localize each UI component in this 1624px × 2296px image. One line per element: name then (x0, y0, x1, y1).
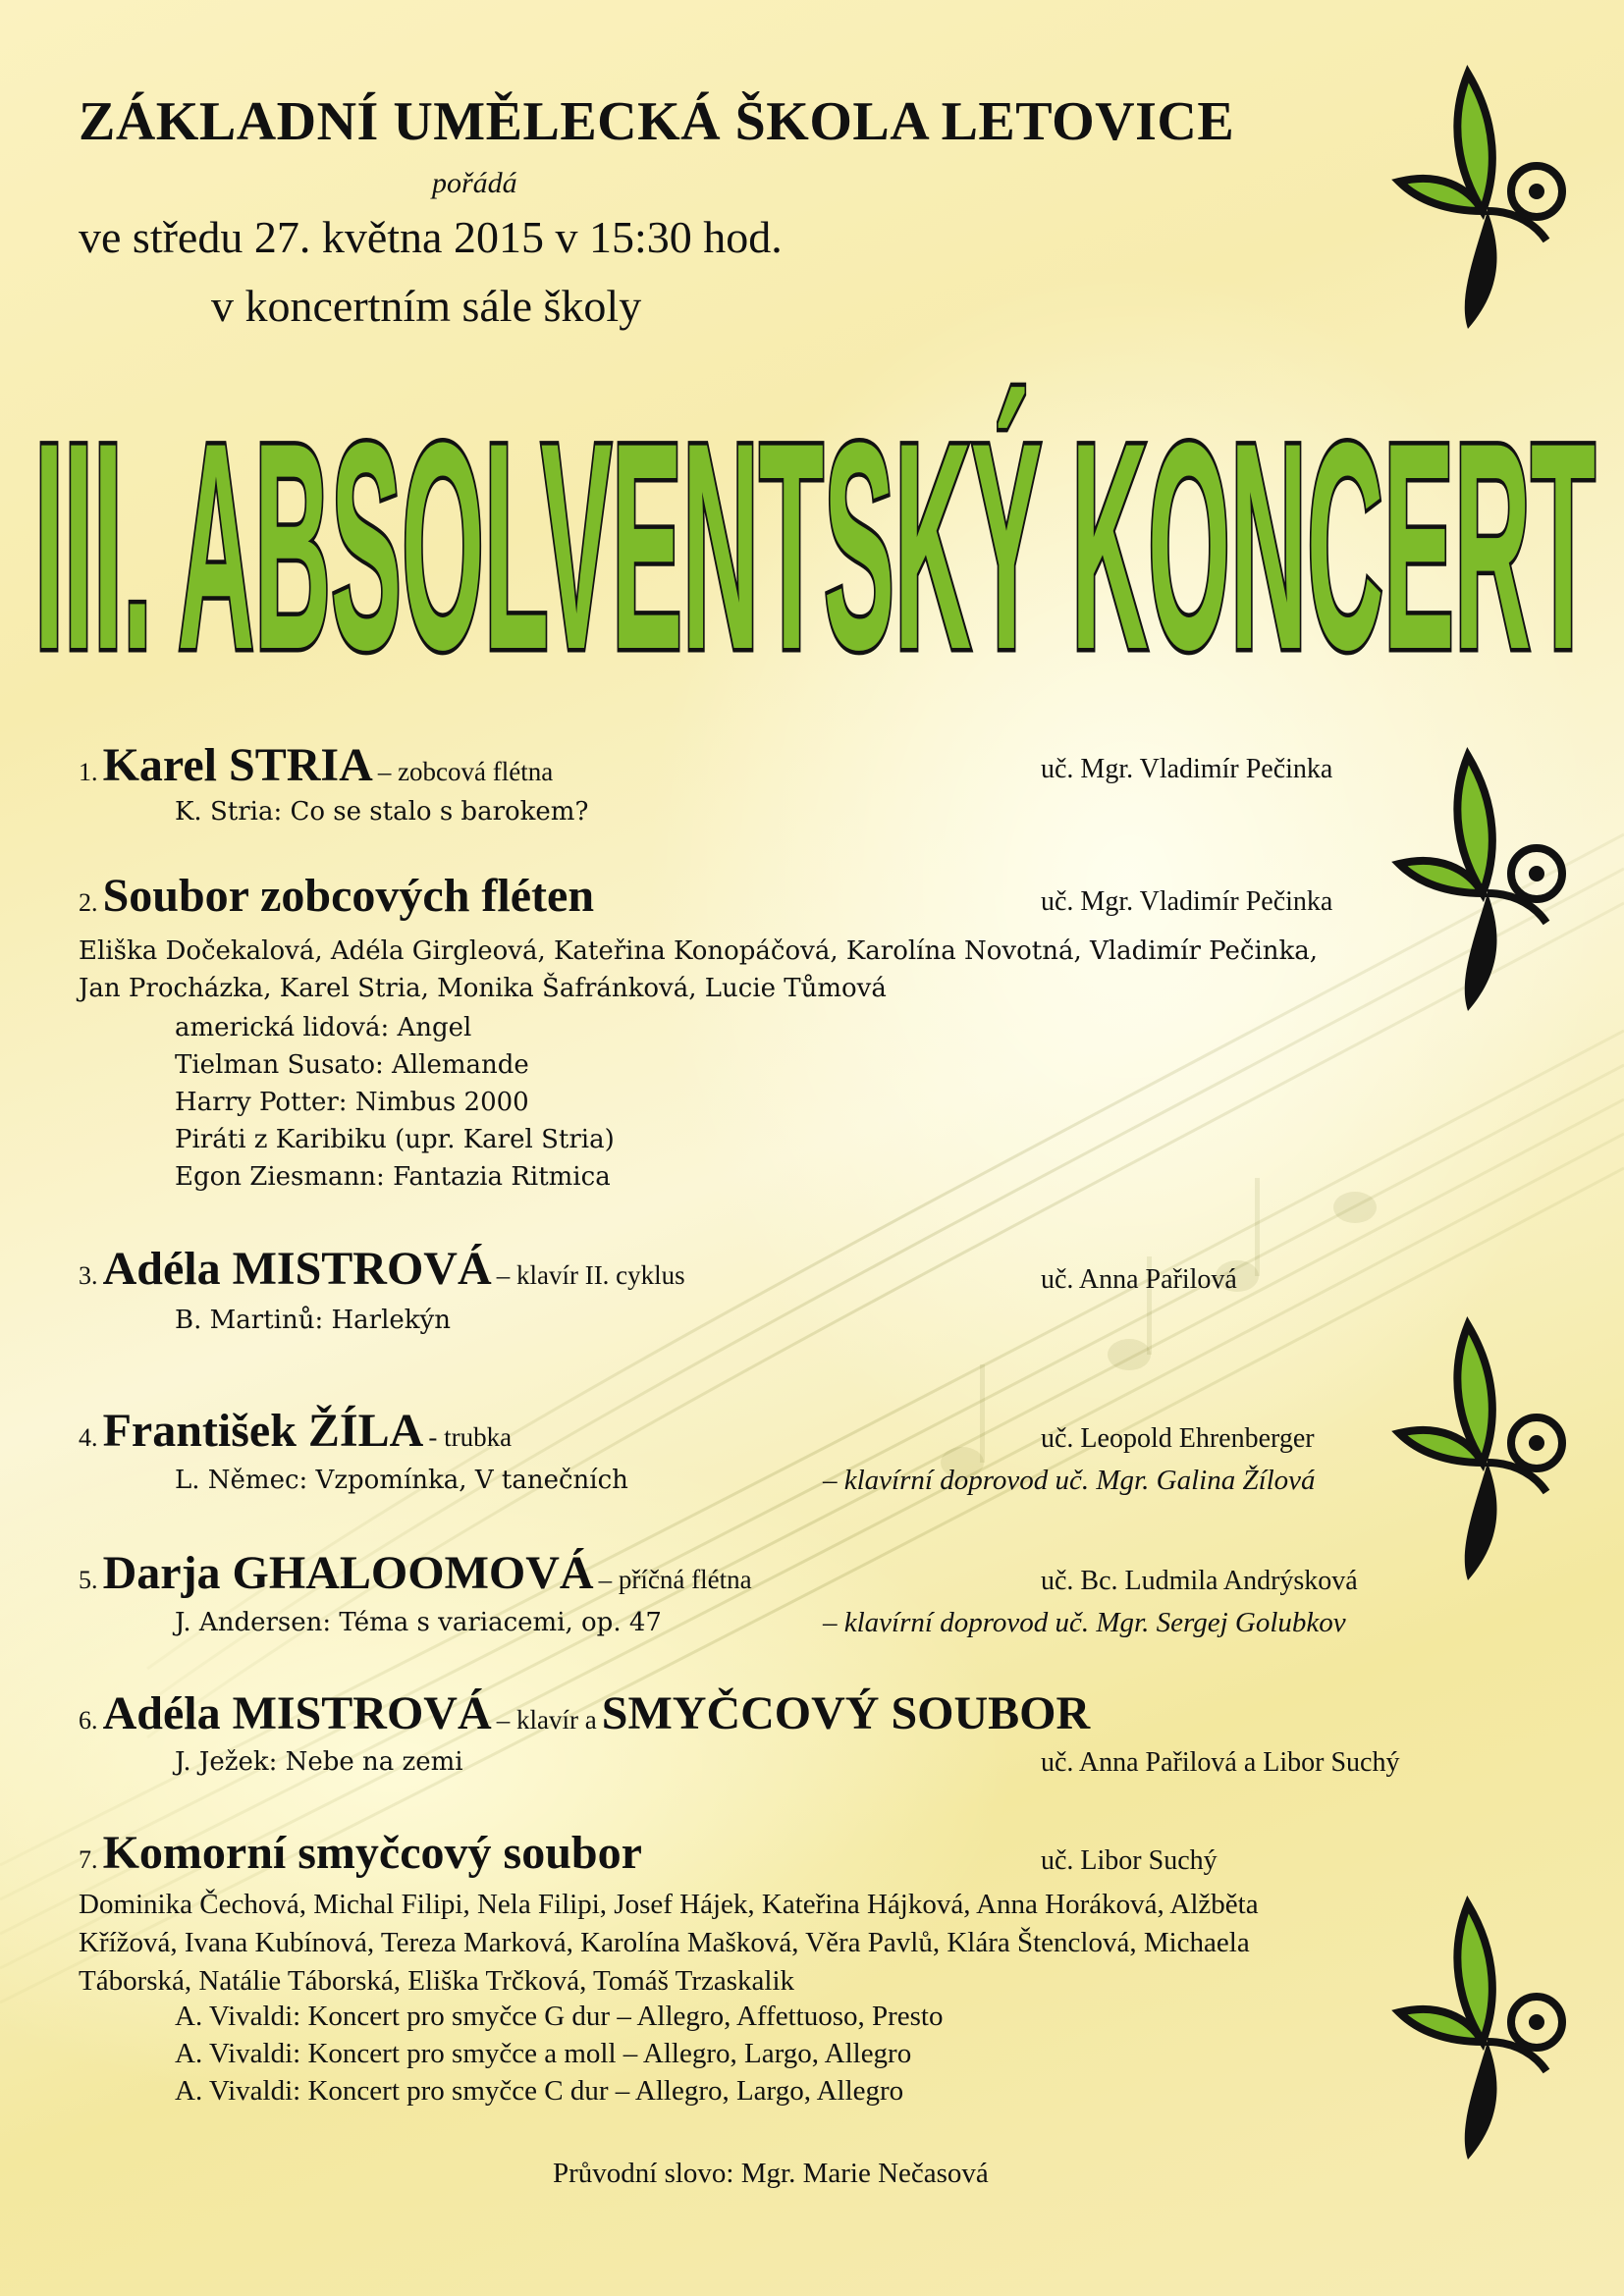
item-number: 5. (79, 1566, 98, 1594)
teacher: uč. Bc. Ludmila Andrýsková (1041, 1566, 1358, 1596)
presents-label: pořádá (432, 167, 517, 199)
accompaniment: – klavírní doprovod uč. Mgr. Sergej Golubkov (823, 1607, 1346, 1638)
piece-list (175, 1009, 615, 1196)
piece: A. Vivaldi: Koncert pro smyčce a moll – Allegro, Largo, Allegro (175, 2038, 912, 2069)
tulip-ornament-icon (1389, 746, 1586, 1021)
instrument: – klavír II. cyklus (496, 1260, 685, 1290)
piece: J. Ježek: Nebe na zemi (175, 1747, 463, 1777)
performer-name: Adéla MISTROVÁ (102, 1687, 492, 1739)
piece: Harry Potter: Nimbus 2000 (175, 1088, 529, 1117)
item-number: 3. (79, 1261, 98, 1290)
piece: Egon Ziesmann: Fantazia Ritmica (175, 1162, 611, 1192)
date-line: ve středu 27. května 2015 v 15:30 hod. (79, 212, 783, 262)
instrument: – zobcová flétna (377, 757, 554, 786)
piece: Tielman Susato: Allemande (175, 1050, 529, 1080)
ensemble-members (79, 933, 1318, 1007)
member-line: Táborská, Natálie Táborská, Eliška Trčková, Tomáš Trzaskalik (79, 1965, 795, 1997)
instrument: – příčná flétna (598, 1565, 752, 1594)
program-item-1 (79, 738, 553, 792)
piece: L. Němec: Vzpomínka, V tanečních (175, 1466, 628, 1495)
teacher: uč. Anna Pařilová (1041, 1264, 1237, 1295)
performer-name: Karel STRIA (102, 739, 373, 791)
concert-title (25, 353, 1605, 687)
performer-name: Soubor zobcových fléten (102, 870, 595, 922)
tulip-ornament-icon (1389, 1315, 1586, 1590)
piece: A. Vivaldi: Koncert pro smyčce C dur – Allegro, Largo, Allegro (175, 2075, 904, 2107)
tulip-ornament-icon (1389, 64, 1586, 339)
piece-list (175, 1998, 943, 2109)
piece: J. Andersen: Téma s variacemi, op. 47 (175, 1608, 662, 1637)
performer-name: František ŽÍLA (102, 1405, 424, 1457)
ensemble-members (79, 1886, 1483, 2001)
ensemble-name: SMYČCOVÝ SOUBOR (601, 1687, 1091, 1739)
program-item-3 (79, 1242, 685, 1296)
program-item-7 (79, 1826, 642, 1880)
school-name: ZÁKLADNÍ UMĚLECKÁ ŠKOLA LETOVICE (79, 91, 1235, 152)
program-item-2 (79, 869, 594, 923)
program-item-5 (79, 1546, 752, 1600)
item-number: 6. (79, 1706, 98, 1735)
item-number: 4. (79, 1423, 98, 1452)
piece: Piráti z Karibiku (upr. Karel Stria) (175, 1125, 615, 1154)
piece: B. Martinů: Harlekýn (175, 1306, 451, 1335)
accompaniment: – klavírní doprovod uč. Mgr. Galina Žílová (823, 1465, 1316, 1496)
member-line: Eliška Dočekalová, Adéla Girgleová, Kateřina Konopáčová, Karolína Novotná, Vladimír Pečinka, (79, 936, 1319, 966)
narration-credit: Průvodní slovo: Mgr. Marie Nečasová (553, 2158, 989, 2189)
instrument: – klavír a (496, 1705, 597, 1735)
piece: americká lidová: Angel (175, 1013, 472, 1042)
teacher: uč. Anna Pařilová a Libor Suchý (1041, 1747, 1400, 1778)
member-line: Dominika Čechová, Michal Filipi, Nela Filipi, Josef Hájek, Kateřina Hájková, Anna Horáková, Alžběta (79, 1889, 1259, 1920)
concert-title-text: III. ABSOLVENTSKÝ KONCERT (34, 381, 1596, 687)
performer-name: Adéla MISTROVÁ (102, 1243, 492, 1295)
venue-line: v koncertním sále školy (211, 281, 642, 331)
program-item-6 (79, 1686, 1090, 1740)
piece: K. Stria: Co se stalo s barokem? (175, 797, 589, 827)
teacher: uč. Leopold Ehrenberger (1041, 1423, 1315, 1454)
member-line: Křížová, Ivana Kubínová, Tereza Marková, Karolína Mašková, Věra Pavlů, Klára Štenclová, Michaela (79, 1927, 1250, 1958)
piece: A. Vivaldi: Koncert pro smyčce G dur – Allegro, Affettuoso, Presto (175, 2001, 944, 2032)
teacher: uč. Libor Suchý (1041, 1845, 1218, 1876)
item-number: 1. (79, 758, 98, 786)
performer-name: Darja GHALOOMOVÁ (102, 1547, 594, 1599)
item-number: 2. (79, 888, 98, 917)
member-line: Jan Procházka, Karel Stria, Monika Šafránková, Lucie Tůmová (79, 974, 887, 1003)
instrument: - trubka (428, 1422, 513, 1452)
performer-name: Komorní smyčcový soubor (102, 1827, 642, 1879)
program-item-4 (79, 1404, 512, 1458)
teacher: uč. Mgr. Vladimír Pečinka (1041, 886, 1333, 917)
item-number: 7. (79, 1845, 98, 1874)
teacher: uč. Mgr. Vladimír Pečinka (1041, 754, 1333, 784)
